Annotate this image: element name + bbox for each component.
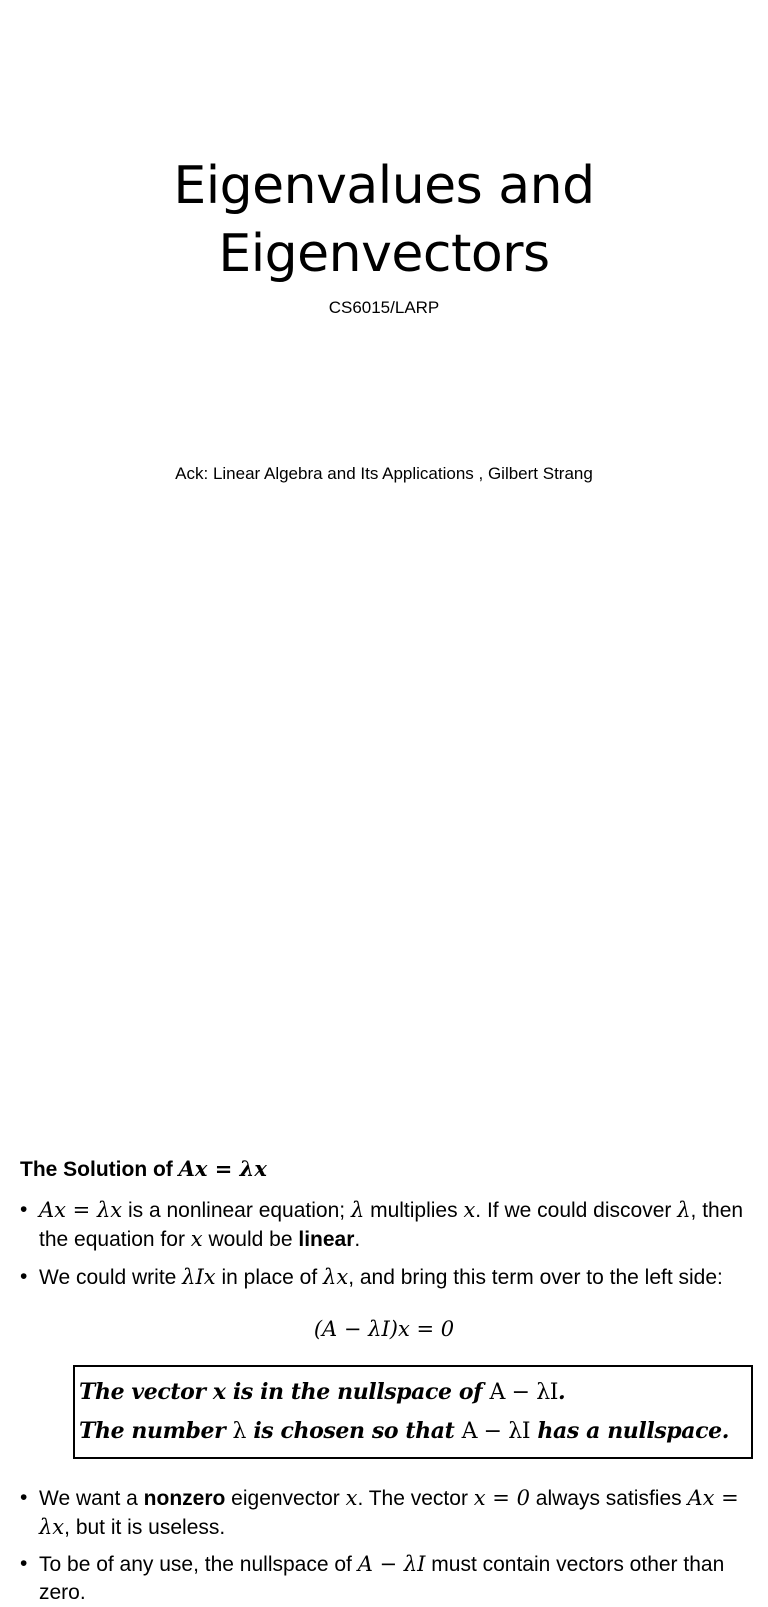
text: . If we could discover (475, 1199, 678, 1222)
box-line-2 (79, 1412, 751, 1451)
bullet-rewrite (20, 1263, 760, 1292)
bullet-dot: • (20, 1265, 28, 1288)
bullet-text (39, 1550, 760, 1607)
bullet-dot: • (20, 1486, 28, 1509)
bullet-nonlinear (20, 1196, 760, 1254)
box-line-1 (79, 1373, 751, 1412)
equation (0, 1317, 768, 1341)
heading-text: The Solution of (20, 1158, 179, 1181)
math: A − λI (357, 1552, 426, 1576)
text: is chosen so that (246, 1418, 462, 1444)
math: λx (323, 1265, 349, 1289)
text: in place of (215, 1266, 324, 1289)
slide-heading (20, 1156, 267, 1182)
bullet-nullspace (20, 1550, 760, 1607)
bullet-text (39, 1263, 760, 1292)
acknowledgement: Ack: Linear Algebra and Its Applications , Gilbert Strang (175, 464, 593, 483)
text: has a nullspace. (530, 1418, 729, 1444)
text: . (354, 1228, 361, 1251)
text: . (558, 1379, 566, 1405)
text: eigenvector (225, 1487, 346, 1510)
text: To be of any use, the nullspace of (39, 1553, 358, 1576)
text: always satisfies (529, 1487, 688, 1510)
text: , but it is useless. (64, 1516, 226, 1539)
text: must contain vectors other than zero. (39, 1553, 725, 1604)
text: is in the nullspace of (225, 1379, 490, 1405)
text: The number (79, 1418, 233, 1444)
bullet-nonzero (20, 1484, 760, 1542)
bullet-text (39, 1196, 760, 1254)
title-slide (0, 0, 768, 562)
math: Ax = λx (39, 1198, 123, 1222)
math: x (212, 1379, 226, 1405)
title-line-1: Eigenvalues and (173, 156, 595, 216)
bold-text: linear (298, 1228, 355, 1251)
text: . The vector (357, 1487, 474, 1510)
bullet-dot: • (20, 1198, 28, 1221)
math: A − λI (489, 1380, 559, 1405)
math: λ (677, 1198, 691, 1222)
text: would be (202, 1228, 299, 1251)
text: multiplies (364, 1199, 464, 1222)
math: λIx (182, 1265, 216, 1289)
text: We want a (39, 1487, 144, 1510)
content-slide (0, 562, 768, 1604)
bullet-text (39, 1484, 760, 1542)
text: is a nonlinear equation; (122, 1199, 351, 1222)
text: , then the equation for (39, 1199, 744, 1251)
text: We could write (39, 1266, 183, 1289)
bullet-dot: • (20, 1552, 28, 1575)
math: x = 0 (473, 1486, 530, 1510)
math: λ (350, 1198, 365, 1222)
bold-text: nonzero (143, 1487, 226, 1510)
math: x (190, 1227, 203, 1251)
math: λ (232, 1419, 247, 1444)
highlight-box (73, 1365, 753, 1459)
slide-subtitle: CS6015/LARP (328, 298, 440, 317)
text: The vector (79, 1379, 213, 1405)
slide-title (0, 152, 768, 288)
text: , and bring this term over to the left side: (348, 1266, 723, 1289)
title-line-2: Eigenvectors (218, 224, 550, 284)
math: Ax = λx (39, 1486, 739, 1539)
math: A − λI (461, 1419, 531, 1444)
math: x (345, 1486, 358, 1510)
heading-math: Ax = λx (178, 1156, 267, 1181)
math: x (463, 1198, 476, 1222)
equation-text: (A − λI)x = 0 (313, 1317, 455, 1341)
